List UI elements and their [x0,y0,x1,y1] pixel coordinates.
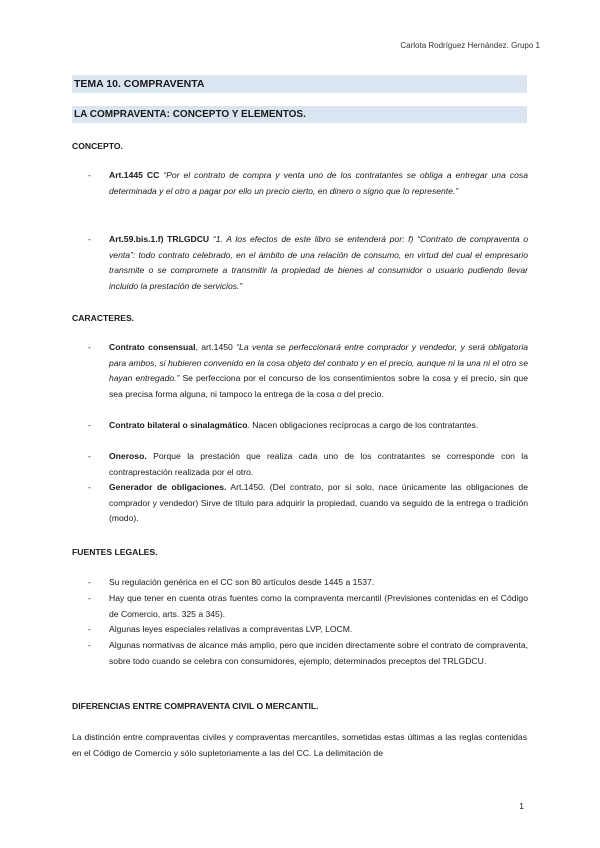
item-bold: Generador de obligaciones. [109,482,227,492]
list-dash: - [88,577,91,587]
fuente-item-1 [88,575,528,591]
list-dash: - [88,170,91,180]
list-dash: - [88,624,91,634]
item-text: , art.1450 [195,342,237,352]
item-bold: Oneroso. [109,451,147,461]
item-bold: Art.1445 CC [109,170,160,180]
item-text: Art.1450. (Del contrato, por sí solo, nace únicamente las obligaciones de comprador y vendedor) Sirve de título para adquirir la propiedad, cuando va seguido de la entrega o tradición (modo). [109,482,528,523]
caracter-item-4 [88,480,528,527]
item-text: Hay que tener en cuenta otras fuentes como la compraventa mercantil (Previsiones contenidas en el Código de Comercio, arts. 325 a 345). [109,593,528,619]
list-dash: - [88,234,91,244]
section-title: LA COMPRAVENTA: CONCEPTO Y ELEMENTOS. [72,106,527,123]
item-quote: “1. A los efectos de este libro se entenderá por: f) “Contrato de compraventa o venta”: todo contrato celebrado, en el ámbito de una relación de consumo, en virtud del cual el empresario transmite o se compromete a transmitir la propiedad de bienes al consumidor o usuario pudiendo llevar incluido la prestación de servicios.” [109,234,528,291]
item-quote: “La venta se perfeccionará entre comprador y vendedor, y será obligatoria para ambos, si hubieren convenido en la cosa objeto del contrato y en el precio, aunque ni la una ni el otro se hayan entregado.” [109,342,529,383]
item-bold: Contrato consensual [109,342,196,352]
concepto-heading: CONCEPTO. [72,141,123,151]
fuente-item-3 [88,622,528,638]
list-dash: - [88,482,91,492]
fuentes-heading: FUENTES LEGALES. [72,547,158,557]
list-dash: - [88,451,91,461]
item-text: . Nacen obligaciones recíprocas a cargo de los contratantes. [247,420,479,430]
caracter-item-2 [88,418,528,434]
page-header-author: Carlota Rodríguez Hernández. Grupo 1 [400,41,540,50]
fuente-item-2 [88,591,528,622]
caracter-item-1 [88,340,528,402]
item-text: Su regulación genérica en el CC son 80 artículos desde 1445 a 1537. [109,577,375,587]
page-number: 1 [519,801,524,811]
fuente-item-4 [88,638,528,669]
item-text: Algunas normativas de alcance más amplio, pero que inciden directamente sobre el contrato de compraventa, sobre todo cuando se celebra con consumidores, ejemplo, determinados preceptos del TRLGDCU. [109,640,528,666]
item-text: Se perfecciona por el concurso de los consentimientos sobre la cosa y el precio, sin que sea precisa forma alguna, ni tampoco la entrega de la cosa o del precio. [109,373,528,399]
item-text: Porque la prestación que realiza cada uno de los contratantes se corresponde con la contraprestación realizada por el otro. [109,451,528,477]
concepto-item-1 [88,168,528,199]
chapter-title: TEMA 10. COMPRAVENTA [72,75,527,93]
diferencias-heading: DIFERENCIAS ENTRE COMPRAVENTA CIVIL O MERCANTIL. [72,701,319,711]
item-quote: “Por el contrato de compra y venta uno de los contratantes se obliga a entregar una cosa determinada y el otro a pagar por ello un precio cierto, en dinero o signo que lo represente.” [109,170,528,196]
item-text: Algunas leyes especiales relativas a compraventas LVP, LOCM. [109,624,353,634]
list-dash: - [88,593,91,603]
item-bold: Art.59.bis.1.f) TRLGDCU [109,234,210,244]
item-bold: Contrato bilateral o sinalagmático [109,420,248,430]
caracter-item-3 [88,449,528,480]
caracteres-heading: CARACTERES. [72,313,135,323]
list-dash: - [88,420,91,430]
list-dash: - [88,640,91,650]
concepto-item-2 [88,232,528,294]
list-dash: - [88,342,91,352]
diferencias-paragraph: La distinción entre compraventas civiles y compraventas mercantiles, sometidas estas últimas a las reglas contenidas en el Código de Comercio y sólo supletoriamente a las del CC. La delimitación de [72,732,527,758]
